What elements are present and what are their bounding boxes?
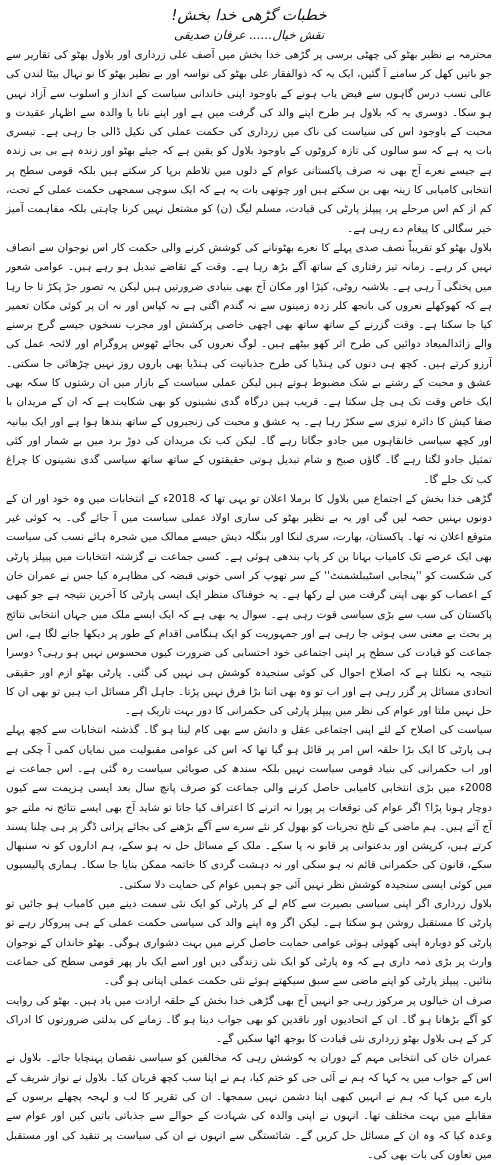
article-paragraph: بلاول زرداری اگر اپنی سیاسی بصیرت سے کام لے کر پارٹی کو ایک نئی سمت دینے میں کامیاب ہو جائیں تو پارٹی کا مستقبل روشن ہو سکتا ہے۔ لیکن اگر وہ اپنے والد کی سیاسی حکمت عملی کے ہی پیروکار رہے تو پارٹی کو دوبارہ اپنی کھوئی ہوئی عوامی حمایت حاصل کرنے میں بہت دشواری ہوگی۔ بھٹو خاندان کے نوجوان وارث پر بڑی ذمہ داری ہے کہ وہ پارٹی کو ایک نئی زندگی دیں اور اسے ایک بار پھر قومی سطح کی جماعت بنائیں۔ پیپلز پارٹی کو اپنے ماضی سے سبق سیکھتے ہوئے نئی حکمت عملی اپنانی ہو گی۔ [6,898,492,988]
article-byline: نقش خیال...... عرفان صدیقی [173,28,325,42]
article-paragraph: گڑھی خدا بخش کے اجتماع میں بلاول کا برملا اعلان تو یہی تھا کہ 2018ء کے انتخابات میں وہ خود اور ان کے دونوں بہنیں حصہ لیں گی اور یہ بے نظیر بھٹو کی ساری اولاد عملی سیاست میں آ جائے گی۔ یہ کوئی غیر متوقع اعلان نہ تھا۔ پاکستان، بھارت، سری لنکا اور بنگلہ دیش جیسے ممالک میں شجرہ ہائے نسب کی سیاست بھی ایک عرصے تک کامیاب بہانا بن کر پاپ بندھی ہوئی ہے۔ کسی جماعت نے گزشتہ انتخابات میں پیپلز پارٹی کی شکست کو ''پنجابی اسٹیبلشمنٹ'' کے سر تھوپ کر اسی خونی قبضہ کی مظاہرہ کیا جس نے عمران خان کے اعصاب کو بھی اپنی گرفت میں لے رکھا ہے۔ یہ خوفناک منظر ایک ایسی پارٹی کا آخرین نتیجہ ہے جو کبھی پاکستان کی سب سے بڑی سیاسی قوت رہی ہے۔ سوال یہ بھی ہے کہ ایک ایسے ملک میں جہاں انتخابی نتائج پر بحث بے معنی سی ہوتی جا رہی ہے اور جمہوریت کو ایک ہنگامی اقدام کے طور پر دیکھا جانے لگا ہے، اس جماعت کو قیادت کی سطح پر اپنی اجتماعی خود احتسابی کی ضرورت کیوں محسوس نہیں ہو رہی؟ دوسرا نتیجہ یہ نکلتا ہے کہ اصلاح احوال کی کوئی سنجیدہ کوشش ہی نہیں کی گئی۔ پارٹی بھٹو ازم اور حقیقی اتحادی مسائل پر گزر رہی ہے اور اب تو وہ بھی اتنا بڑا فرق نہیں پڑتا۔ جاہل اگر مسائل اب ہیں تو بھی ان کا حل نہیں ملتا اور عوام کی نظر میں پیپلز پارٹی کی حکمرانی کا دور بہت تاریک ہے۔ [6,492,492,718]
article-paragraph: بلاول بھٹو کو تقریباً نصف صدی پہلے کا نعرے بھٹونانے کی کوشش کرنے والی حکمت کار اس نوجوان سے انصاف نہیں کر رہے۔ زمانہ تیز رفتاری کے ساتھ آگے بڑھ رہا ہے۔ وقت کے تقاضے تبدیل ہو رہے ہیں۔ عوامی شعور میں پختگی آ رہی ہے۔ بلاشبہ روٹی، کپڑا اور مکان آج بھی بنیادی ضرورتیں ہیں لیکن یہ تصور جڑ پکڑ تا جا رہا ہے کہ کھوکھلے نعروں کی بانجھ کلر زدہ زمینوں سے نہ گندم اگتی ہے نہ کپاس اور نہ ان پر کوئی مکان تعمیر کیا جا سکتا ہے۔ وقت گزرنے کے ساتھ ساتھ بھی اچھی خاصی پرکشش اور مجرب نسخوں جیسے گرج برسنے والے زائدالمیعاد دوائیں کی طرح اثر کھو بیٹھے ہیں۔ لوگ نعروں کی بجائے ٹھوس پروگرام اور لائحہ عمل کی آرزو کرتے ہیں۔ کچھ ہی دنوں کی ہنڈیا کی طرح جذباتیت کی ہنڈیا بھی باروں روز نہیں چڑھائی جا سکتی۔ عشق و محبت کے رشتے بے شک مضبوط ہوتے ہیں لیکن عملی سیاست کے بازار میں ان رشتوں کا سکہ بھی ایک خاص وقت تک ہی چل سکتا ہے۔ قریب ہیں درگاہ گدی نشینوں کو بھی شکایت ہے کہ ان کے مریدان با صفا کیش کا دائرہ تیزی سے سکڑ رہا ہے۔ یہ عشق و محبت کی زنجیروں کے ساتھ بندھا ہوا ہے اور ایک بیانیہ اور کچھ سیاسی خانقاہوں میں جادو جگاتا رہے گا۔ لیکن کب تک مریدان کی دوڑ برد میں بے شمار اور کئی تمثیل جادو لگتا رہے گا۔ گاؤں صبح و شام تبدیل ہوتی حقیقتوں کے ساتھ ساتھ سیاسی گدی نشینوں کا چراغ کب تک جلے گا۔ [6,241,492,486]
article-paragraph: عمران خان کی انتخابی مہم کے دوران یہ کوشش رہی کہ مخالفین کو سیاسی نقصان پہنچایا جائے۔ بلاول نے اس کے جواب میں یہ کہا کہ ہم نے آئی جی کو ختم کیا، ہم نے اپنا سب کچھ قربان کیا۔ بلاول نے نواز شریف کے بارے میں کہا کہ ہم نے انہیں کبھی اپنا دشمن نہیں سمجھا۔ ان کی تقریر کا لب و لہجہ پچھلے برسوں کے مقابلے میں بہت مختلف تھا۔ انہوں نے اپنی والدہ کی شہادت کے حوالے سے جذباتی باتیں کیں اور عوام سے وعدہ کیا کہ وہ ان کے مسائل حل کریں گے۔ شائستگی سے انہوں نے ان کی سیاست پر تنقید کی اور مستقبل میں تعاون کی بات بھی کی۔ [6,1052,492,1161]
article-paragraph: صرف ان خیالوں پر مرکوز رہی جو انہیں آج بھی گڑھی خدا بخش کے حلقہ ارادت میں یاد ہیں۔ بھٹو کی روایت کو آگے بڑھانا ہو گا۔ ان کے اتحادیوں اور ناقدین کو بھی جواب دینا ہو گا۔ زمانے کی بدلتی ضرورتوں کا ادراک کر کے ہی بلاول بھٹو زرداری نئی قیادت کا بوجھ اٹھا سکیں گے۔ [6,994,492,1046]
article-paragraph: محترمہ بے نظیر بھٹو کی چھٹی برسی پر گڑھی خدا بخش میں آصف علی زرداری اور بلاول بھٹو کی تقاریر سے جو باتیں کھل کر سامنے آ گئیں، ایک یہ کہ ذوالفقار علی بھٹو کی نواسہ اور بے نظیر بھٹو کا نو نہال بیٹا لندن کی عالی نسب درس گاہوں سے فیض یاب ہونے کے باوجود اپنی خاندانی سیاست کے انداز و اسلوب سے آزاد نہیں ہو سکا۔ دوسری یہ کہ بلاول ہر طرح اپنے والد کی گرفت میں ہے اور اپنے نانا یا والدہ سے اظہار عقیدت و محبت کے باوجود اس کی سیاست کی ناک میں زرداری کی حکمت عملی کی نکیل ڈالی جا رہی ہے۔ تیسری بات یہ ہے کہ سو سالوں کی تازہ کروٹوں کے باوجود بلاول کو یقین ہے کہ جیئے بھٹو اور زندہ ہے بی بی زندہ ہے جیسے نعرے آج بھی نہ صرف پاکستانی عوام کے دلوں میں تلاطم برپا کر سکتے ہیں بلکہ قومی سطح پر انتخابی کامیابی کا زینہ بھی بن سکتے ہیں اور چوتھی بات یہ ہے کہ ایک سوچی سمجھی حکمت عملی کے تحت، کم از کم اس مرحلے پر، پیپلز پارٹی کی قیادت، مسلم لیگ (ن) کو مشتعل نہیں کرنا چاہتی بلکہ مفاہمت آمیز خیر سگالی کا پیغام دے رہی ہے۔ [6,49,492,235]
article-paragraph: سیاست کی اصلاح کے لئے اپنی اجتماعی عقل و دانش سے بھی کام لینا ہو گا۔ گذشتہ انتخابات سے کچھ پہلے ہی پارٹی کا ایک بڑا حلقہ اس امر پر قائل ہو گیا تھا کہ اس کی عوامی مقبولیت میں نمایاں کمی آ چکی ہے اور اب حکمرانی کی بنیاد قومی سیاست نہیں بلکہ سندھ کی صوبائی سیاست رہ گئی ہے۔ اس جماعت نے 2008ء میں بڑی انتخابی کامیابی حاصل کرنے والی جماعت کو صرف پانچ سال بعد ایسی ہزیمت سے کیوں دوچار ہونا پڑا؟ اگر عوام کی توقعات پر پورا نہ اترنے کا اعتراف کیا جاتا تو شاید آج بھی ایسے نتائج نہ ملتے جو آج آئے ہیں۔ ہم ماضی کے تلخ تجربات کو بھول کر نئے سرے سے آگے بڑھنے کی بجائے پرانی ڈگر پر ہی چلنا پسند کرتے ہیں، کرپشن اور بدعنوانی پر قابو نہ پا سکے۔ ملک کے مسائل حل نہ ہو سکے، ہم اداروں کو نہ سنبھال سکے، قانون کی حکمرانی قائم نہ ہو سکی اور نہ دہشت گردی کا خاتمہ ممکن بنایا جا سکا۔ ہماری پالیسیوں میں کوئی ایسی سنجیدہ کوشش نظر نہیں آئی جو ہمیں عوام کی حمایت دلا سکتی۔ [6,724,492,891]
article-headline: خطبات گڑھی خدا بخش! [171,6,327,24]
